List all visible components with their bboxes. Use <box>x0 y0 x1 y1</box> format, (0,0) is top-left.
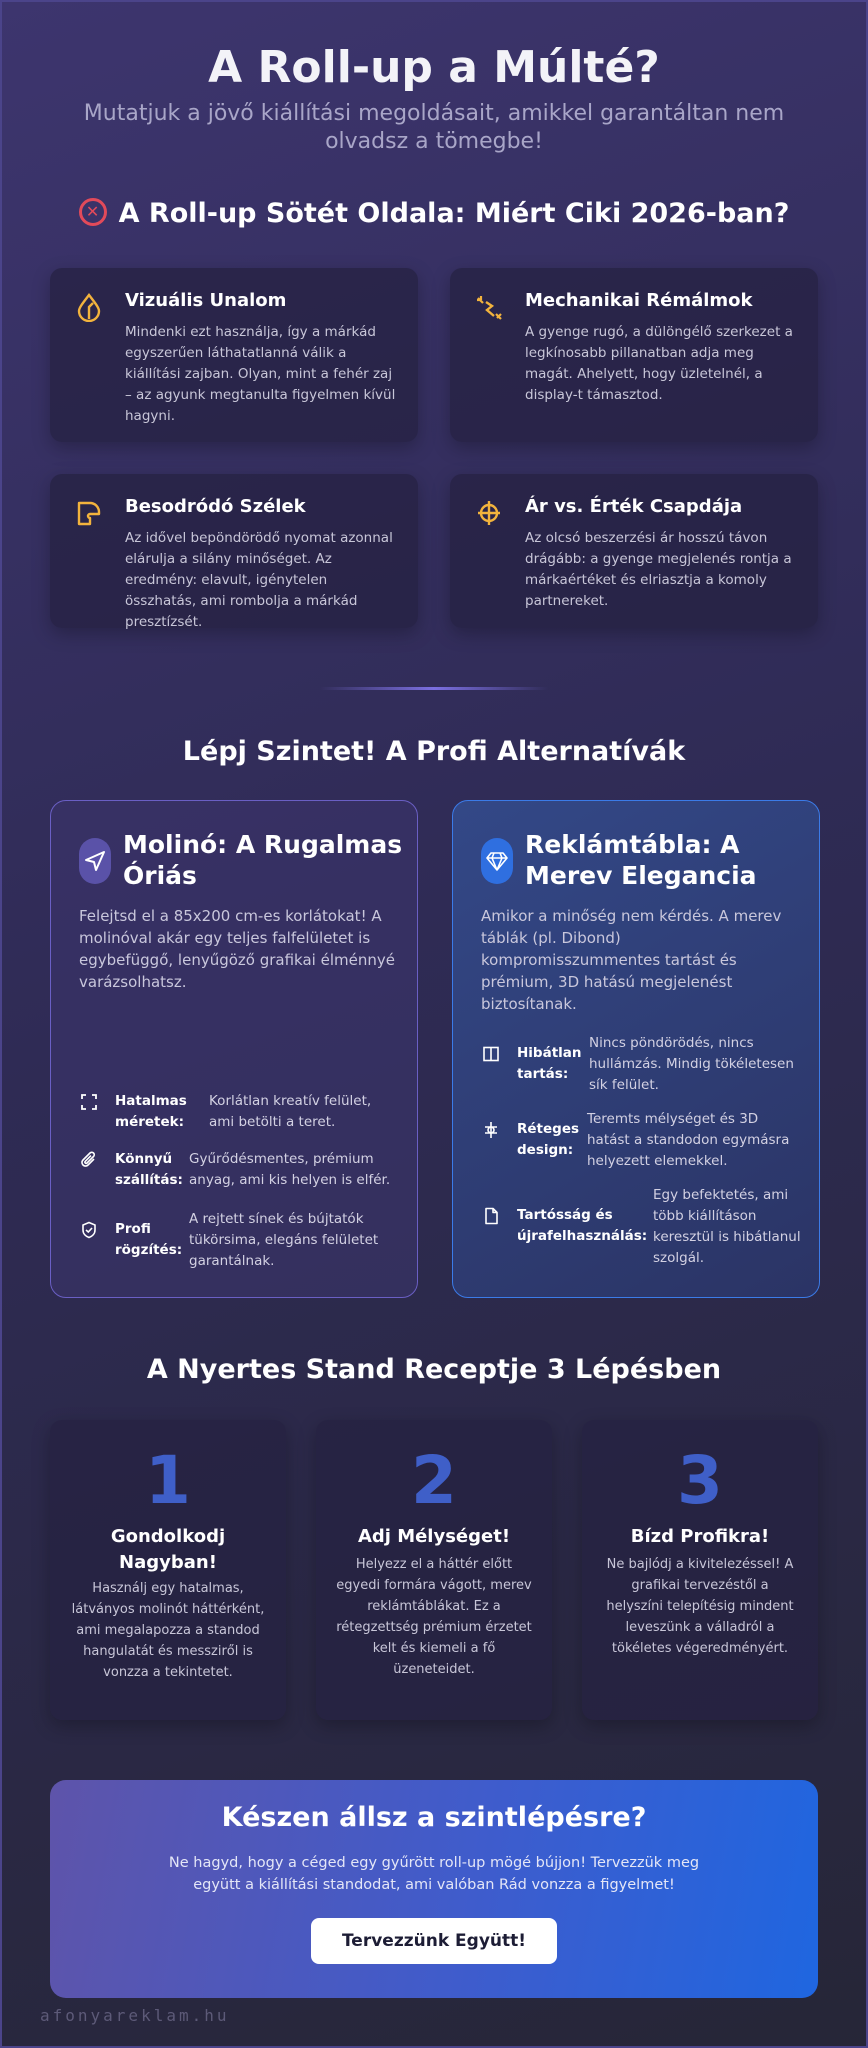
feature-value: Nincs pöndörödés, nincs hullámzás. Mindig tökéletesen sík felület. <box>589 1035 794 1093</box>
feature-value: A rejtett sínek és bújtatók tükörsima, elegáns felületet garantálnak. <box>189 1211 379 1269</box>
molino-card <box>50 800 418 1298</box>
problem-card <box>50 474 418 628</box>
shield-check-icon <box>79 1221 99 1241</box>
board-title: Reklámtábla: A Merev Elegancia <box>525 830 757 890</box>
problem-card <box>450 268 818 442</box>
board-description: Amikor a minőség nem kérdés. A merev táblák (pl. Dibond) kompromisszummentes tartást és prémium, 3D hatású megjelenést biztosítanak. <box>481 907 782 1013</box>
card-text: Az olcsó beszerzési ár hosszú távon drágább: a gyenge megjelenés rontja a márkaértéket és elriasztja a komoly partnereket. <box>525 530 792 609</box>
problems-title-text: A Roll-up Sötét Oldala: Miért Ciki 2026-ban? <box>118 198 790 229</box>
feature-label: Hatalmas méretek: <box>115 1093 187 1130</box>
card-title: Vizuális Unalom <box>125 290 287 311</box>
diamond-icon <box>481 838 513 884</box>
problems-section-title <box>0 198 868 229</box>
step-card <box>316 1420 552 1720</box>
step-title: Bízd Profikra! <box>630 1526 770 1547</box>
step-card <box>50 1420 286 1720</box>
leaf-drop-icon <box>74 292 104 322</box>
molino-description: Felejtsd el a 85x200 cm-es korlátokat! A molinóval akár egy teljes falfelületet is egybefüggő, lenyűgöző grafikai élménnyé varázsolhatsz. <box>79 907 395 991</box>
card-title: Besodródó Szélek <box>125 496 306 517</box>
feature-item <box>481 1185 801 1271</box>
feature-item <box>79 1091 399 1135</box>
feature-label: Tartósság és újrafelhasználás: <box>517 1207 648 1244</box>
card-title: Mechanikai Rémálmok <box>525 290 753 311</box>
step-card <box>582 1420 818 1720</box>
step-number: 3 <box>677 1442 723 1519</box>
step-number: 2 <box>411 1442 457 1519</box>
steps-section-title: A Nyertes Stand Receptje 3 Lépésben <box>146 1354 722 1385</box>
feature-value: Teremts mélységet és 3D hatást a standodon egymásra helyezett elemekkel. <box>587 1111 790 1169</box>
feature-label: Hibátlan tartás: <box>517 1045 582 1082</box>
document-icon <box>481 1207 501 1227</box>
paperclip-icon <box>79 1151 99 1171</box>
feature-item <box>481 1033 801 1097</box>
board-card <box>452 800 820 1298</box>
card-text: A gyenge rugó, a dülöngélő szerkezet a legkínosabb pillanatban adja meg magát. Ahelyett, hogy üzletelnél, a display-t támasztod. <box>525 324 793 403</box>
feature-value: Egy befektetés, ami több kiállításon keresztül is hibátlanul szolgál. <box>653 1187 801 1266</box>
molino-title: Molinó: A Rugalmas Óriás <box>123 830 403 890</box>
feature-label: Profi rögzítés: <box>115 1221 183 1258</box>
feature-label: Réteges design: <box>517 1121 580 1158</box>
footer-brand: afonyareklam.hu <box>40 2006 230 2025</box>
currency-icon <box>474 498 504 528</box>
x-circle-icon: ✕ <box>79 198 107 226</box>
curled-edge-icon <box>74 498 104 528</box>
cta-banner <box>50 1780 818 1998</box>
problem-card <box>50 268 418 442</box>
card-text: Mindenki ezt használja, így a márkád egyszerűen láthatatlanná válik a kiállítási zajban. Olyan, mint a fehér zaj – az agyunk megtanulta figyelmen kívül hagyni. <box>125 324 396 424</box>
feature-value: Gyűrődésmentes, prémium anyag, ami kis helyen is elfér. <box>189 1151 391 1188</box>
section-divider <box>320 687 548 690</box>
page-subtitle: Mutatjuk a jövő kiállítási megoldásait, amikkel garantáltan nem olvadsz a tömegbe! <box>83 101 785 154</box>
page-title: A Roll-up a Múlté? <box>208 42 660 93</box>
feature-value: Korlátlan kreatív felület, ami betölti a teret. <box>209 1093 372 1130</box>
step-text: Helyezz el a háttér előtt egyedi formára vágott, merev reklámtáblákat. Ez a rétegzettség prémium érzetet kelt és kiemeli a fő üzeneteidet. <box>336 1557 532 1677</box>
card-text: Az idővel bepöndörödő nyomat azonnal elárulja a silány minőséget. Az eredmény: elavult, igénytelen összhatás, ami rombolja a márkád presztízsét. <box>125 530 393 630</box>
card-title: Ár vs. Érték Csapdája <box>525 496 743 517</box>
step-title: Adj Mélységet! <box>357 1526 511 1547</box>
cta-title: Készen állsz a szintlépésre? <box>221 1802 647 1833</box>
step-text: Ne bajlódj a kivitelezéssel! A grafikai tervezéstől a helyszíni telepítésig mindent leveszünk a válladról a tökéletes végeredményért. <box>606 1557 794 1656</box>
book-open-icon <box>481 1045 501 1065</box>
send-arrow-icon <box>79 838 111 884</box>
expand-icon <box>79 1093 99 1113</box>
feature-item <box>79 1149 399 1193</box>
step-number: 1 <box>145 1442 191 1519</box>
broken-mechanism-icon <box>474 292 504 322</box>
alternatives-section-title: Lépj Szintet! A Profi Alternatívák <box>182 736 686 767</box>
cta-button[interactable]: Tervezzünk Együtt! <box>311 1918 557 1964</box>
step-title: Gondolkodj Nagyban! <box>110 1526 226 1573</box>
step-text: Használj egy hatalmas, látványos molinót háttérként, ami megalapozza a standod hangulatát és messziről is vonzza a tekintetet. <box>71 1581 265 1680</box>
feature-item <box>481 1109 801 1173</box>
feature-item <box>79 1209 399 1275</box>
feature-label: Könnyű szállítás: <box>115 1151 183 1188</box>
layers-icon <box>481 1121 501 1141</box>
problem-card <box>450 474 818 628</box>
cta-text: Ne hagyd, hogy a céged egy gyűrött roll-up mögé bújjon! Tervezzük meg együtt a kiállítási standodat, ami valóban Rád vonzza a figyelmet! <box>168 1855 700 1893</box>
